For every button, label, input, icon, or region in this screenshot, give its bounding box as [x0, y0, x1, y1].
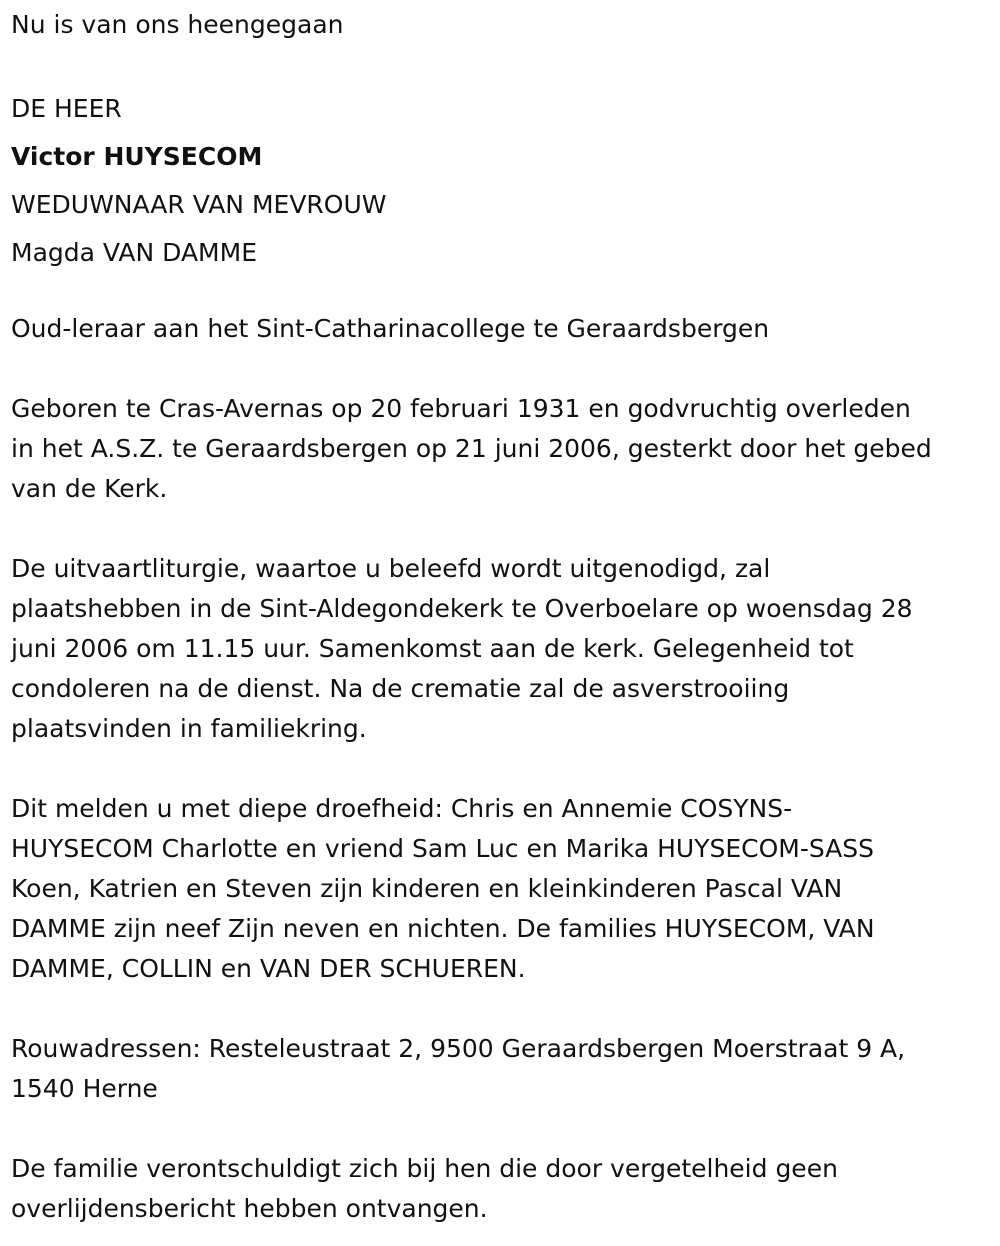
- paragraph-line: 1540 Herne: [11, 1074, 158, 1103]
- paragraph-line: HUYSECOM Charlotte en vriend Sam Luc en Marika HUYSECOM-SASS: [11, 834, 875, 863]
- paragraph-line: Dit melden u met diepe droefheid: Chris en Annemie COSYNS-: [11, 794, 793, 823]
- title-line: DE HEER: [11, 94, 122, 123]
- apology-paragraph: [11, 1149, 989, 1229]
- birth-death-paragraph: [11, 389, 989, 509]
- spacer: [11, 989, 989, 1029]
- intro-line: Nu is van ons heengegaan: [11, 10, 344, 39]
- spacer: [11, 45, 989, 85]
- deceased-name: Victor HUYSECOM: [11, 142, 263, 171]
- relation-line: WEDUWNAAR VAN MEVROUW: [11, 190, 387, 219]
- addresses-paragraph: [11, 1029, 989, 1109]
- spacer: [11, 749, 989, 789]
- paragraph-line: Koen, Katrien en Steven zijn kinderen en kleinkinderen Pascal VAN: [11, 874, 843, 903]
- paragraph-line: De uitvaartliturgie, waartoe u beleefd wordt uitgenodigd, zal: [11, 554, 771, 583]
- spacer: [11, 1109, 989, 1149]
- paragraph-line: Geboren te Cras-Avernas op 20 februari 1931 en godvruchtig overleden: [11, 394, 911, 423]
- spacer: [11, 349, 989, 389]
- paragraph-line: plaatsvinden in familiekring.: [11, 714, 367, 743]
- funeral-paragraph: [11, 549, 989, 749]
- profession-line: Oud-leraar aan het Sint-Catharinacollege te Geraardsbergen: [11, 314, 770, 343]
- announcement-paragraph: [11, 789, 989, 989]
- paragraph-line: in het A.S.Z. te Geraardsbergen op 21 juni 2006, gesterkt door het gebed: [11, 434, 932, 463]
- paragraph-line: DAMME, COLLIN en VAN DER SCHUEREN.: [11, 954, 526, 983]
- paragraph-line: De familie verontschuldigt zich bij hen die door vergetelheid geen: [11, 1154, 838, 1183]
- spouse-name: Magda VAN DAMME: [11, 238, 257, 267]
- obituary-notice: [11, 0, 989, 1229]
- paragraph-line: Rouwadressen: Resteleustraat 2, 9500 Geraardsbergen Moerstraat 9 A,: [11, 1034, 906, 1063]
- paragraph-line: juni 2006 om 11.15 uur. Samenkomst aan de kerk. Gelegenheid tot: [11, 634, 854, 663]
- paragraph-line: plaatshebben in de Sint-Aldegondekerk te Overboelare op woensdag 28: [11, 594, 913, 623]
- paragraph-line: DAMME zijn neef Zijn neven en nichten. De families HUYSECOM, VAN: [11, 914, 875, 943]
- spacer: [11, 509, 989, 549]
- paragraph-line: van de Kerk.: [11, 474, 168, 503]
- paragraph-line: condoleren na de dienst. Na de crematie zal de asverstrooiing: [11, 674, 790, 703]
- spacer: [11, 277, 989, 309]
- paragraph-line: overlijdensbericht hebben ontvangen.: [11, 1194, 488, 1223]
